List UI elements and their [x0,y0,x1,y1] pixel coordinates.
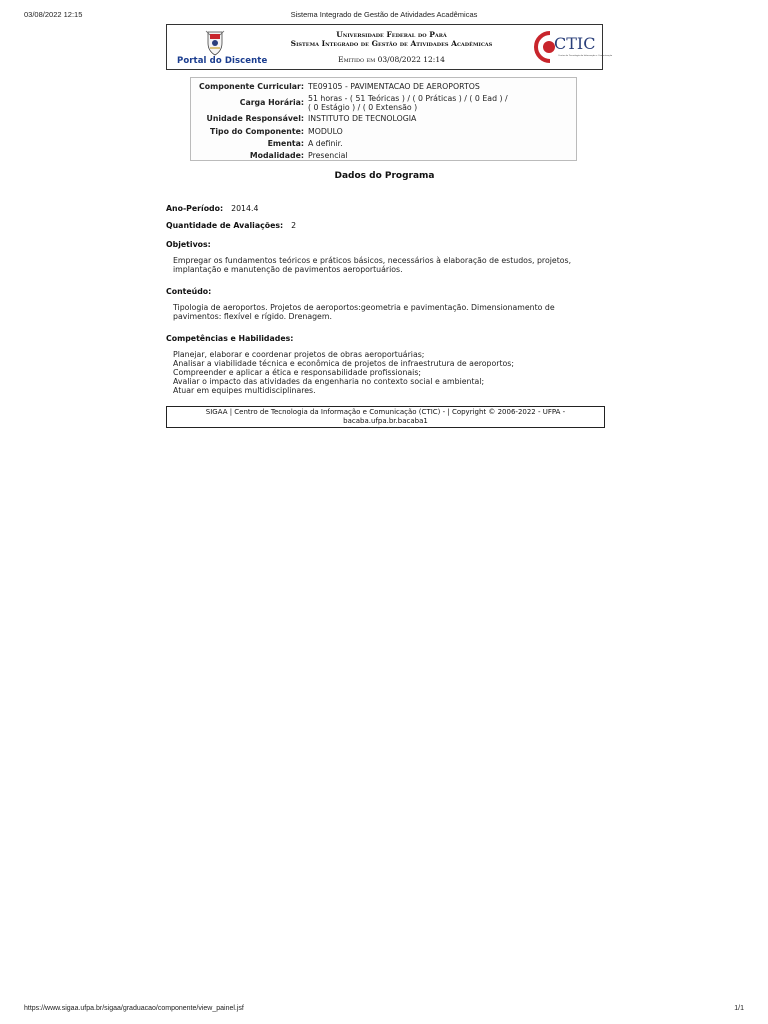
info-value: MODULO [308,127,343,136]
print-url: https://www.sigaa.ufpa.br/sigaa/graduacao/componente/view_painel.jsf [24,1005,244,1012]
ufpa-crest-icon [204,29,226,57]
footer-line-1: SIGAA | Centro de Tecnologia da Informação e Comunicação (CTIC) - | Copyright © 2006-2022 - UFPA - [205,408,566,416]
avaliacoes-value: 2 [291,221,297,230]
university-heading [267,30,516,48]
info-label: Tipo do Componente: [210,127,304,136]
info-label: Ementa: [267,139,304,148]
carga-line-1: 51 horas - ( 51 Teóricas ) / ( 0 Práticas ) / ( 0 Ead ) / [308,94,508,103]
footer-line-2: bacaba.ufpa.br.bacaba1 [343,417,428,425]
competencias-text: Planejar, elaborar e coordenar projetos de obras aeroportuárias; Analisar a viabilidade técnica e econômica de projetos de infraestrutura de aeroportos; Compreender e aplicar a ética e responsabilidade profissionais; Avaliar o impacto das atividades da engenharia no contexto social e ambiental; Atuar em equipes multidisciplinares. [173,350,514,395]
sigaa-footer [166,406,605,428]
info-value: INSTITUTO DE TECNOLOGIA [308,114,417,123]
quantidade-avaliacoes [166,221,296,230]
ano-periodo-value: 2014.4 [231,204,259,213]
ctic-logo-subtext: Centro de Tecnologia da Informação e Comunicação [558,55,613,57]
carga-line-2: ( 0 Estágio ) / ( 0 Extensão ) [308,103,418,112]
objetivos-text: Empregar os fundamentos teóricos e práticos básicos, necessários à elaboração de estudos, projetos, implantação e manutenção de pavimentos aeroportuários. [173,256,572,274]
page-header [166,24,613,70]
conteudo-heading: Conteúdo: [166,287,212,296]
info-label: Modalidade: [249,151,304,160]
emitted-date: Emitido em 03/08/2022 12:14 [338,55,445,64]
ano-periodo [166,204,258,213]
avaliacoes-label: Quantidade de Avaliações: [166,221,284,230]
system-name: Sistema Integrado de Gestão de Atividades Acadêmicas [290,39,493,48]
competencias-heading: Competências e Habilidades: [166,334,294,343]
program-section-title: Dados do Programa [334,171,435,181]
component-info-table [190,77,577,161]
info-value: Presencial [308,151,348,160]
portal-discente-link[interactable]: Portal do Discente [177,56,268,66]
info-value: A definir. [308,139,343,148]
conteudo-text: Tipologia de aeroportos. Projetos de aeroportos:geometria e pavimentação. Dimensionamento de pavimentos: flexível e rígido. Drenagem. [173,303,555,321]
objetivos-heading: Objetivos: [166,240,211,249]
print-page-number: 1/1 [734,1005,744,1012]
ctic-logo-text: CTIC [554,34,596,53]
ctic-logo-icon [536,29,613,65]
info-label: Carga Horária: [239,98,304,107]
info-label: Unidade Responsável: [206,114,304,123]
info-value [308,94,568,112]
print-title: Sistema Integrado de Gestão de Atividades Acadêmicas [290,10,478,19]
print-timestamp: 03/08/2022 12:15 [24,10,83,19]
ano-periodo-label: Ano-Período: [166,204,224,213]
info-value: TE09105 - PAVIMENTACAO DE AEROPORTOS [308,82,480,91]
university-name: Universidade Federal do Pará [336,30,447,39]
info-label: Componente Curricular: [199,82,304,91]
